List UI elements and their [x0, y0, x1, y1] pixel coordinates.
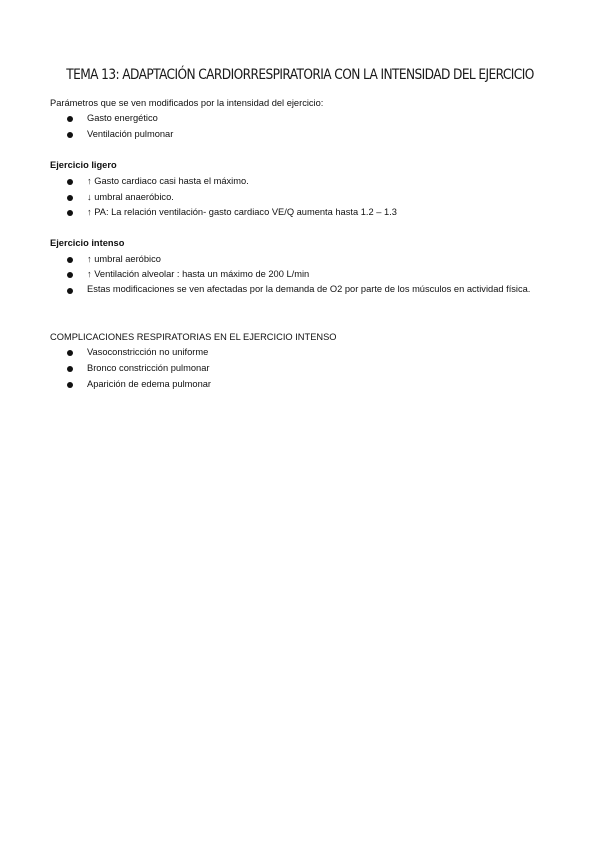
- page-title: TEMA 13: ADAPTACIÓN CARDIORRESPIRATORIA CON LA INTENSIDAD DEL EJERCICIO: [66, 67, 534, 83]
- intro-item: Gasto energético: [87, 113, 158, 123]
- light-item: ↓ umbral anaeróbico.: [87, 192, 174, 202]
- complication-item: Aparición de edema pulmonar: [87, 379, 212, 389]
- bullet-icon: [67, 132, 73, 138]
- bullet-icon: [67, 257, 73, 263]
- bullet-icon: [67, 350, 73, 356]
- bullet-icon: [67, 382, 73, 388]
- bullet-icon: [67, 272, 73, 278]
- intense-item: Estas modificaciones se ven afectadas por la demanda de O2 por parte de los músculos en actividad física.: [87, 284, 531, 294]
- bullet-icon: [67, 116, 73, 122]
- intro-item: Ventilación pulmonar: [87, 129, 174, 139]
- section-heading-light: Ejercicio ligero: [50, 160, 117, 170]
- bullet-icon: [67, 195, 73, 201]
- intro-text: Parámetros que se ven modificados por la intensidad del ejercicio:: [50, 98, 324, 108]
- complication-item: Vasoconstricción no uniforme: [87, 347, 209, 357]
- intense-item: ↑ Ventilación alveolar : hasta un máximo de 200 L/min: [87, 269, 310, 279]
- light-item: ↑ PA: La relación ventilación- gasto cardiaco VE/Q aumenta hasta 1.2 – 1.3: [87, 207, 397, 217]
- bullet-icon: [67, 210, 73, 216]
- bullet-icon: [67, 288, 73, 294]
- section-heading-intense: Ejercicio intenso: [50, 238, 125, 248]
- light-item: ↑ Gasto cardiaco casi hasta el máximo.: [87, 176, 249, 186]
- bullet-icon: [67, 366, 73, 372]
- complication-item: Bronco constricción pulmonar: [87, 363, 210, 373]
- intense-item: ↑ umbral aeróbico: [87, 254, 161, 264]
- section-heading-complications: COMPLICACIONES RESPIRATORIAS EN EL EJERCICIO INTENSO: [50, 332, 337, 342]
- bullet-icon: [67, 179, 73, 185]
